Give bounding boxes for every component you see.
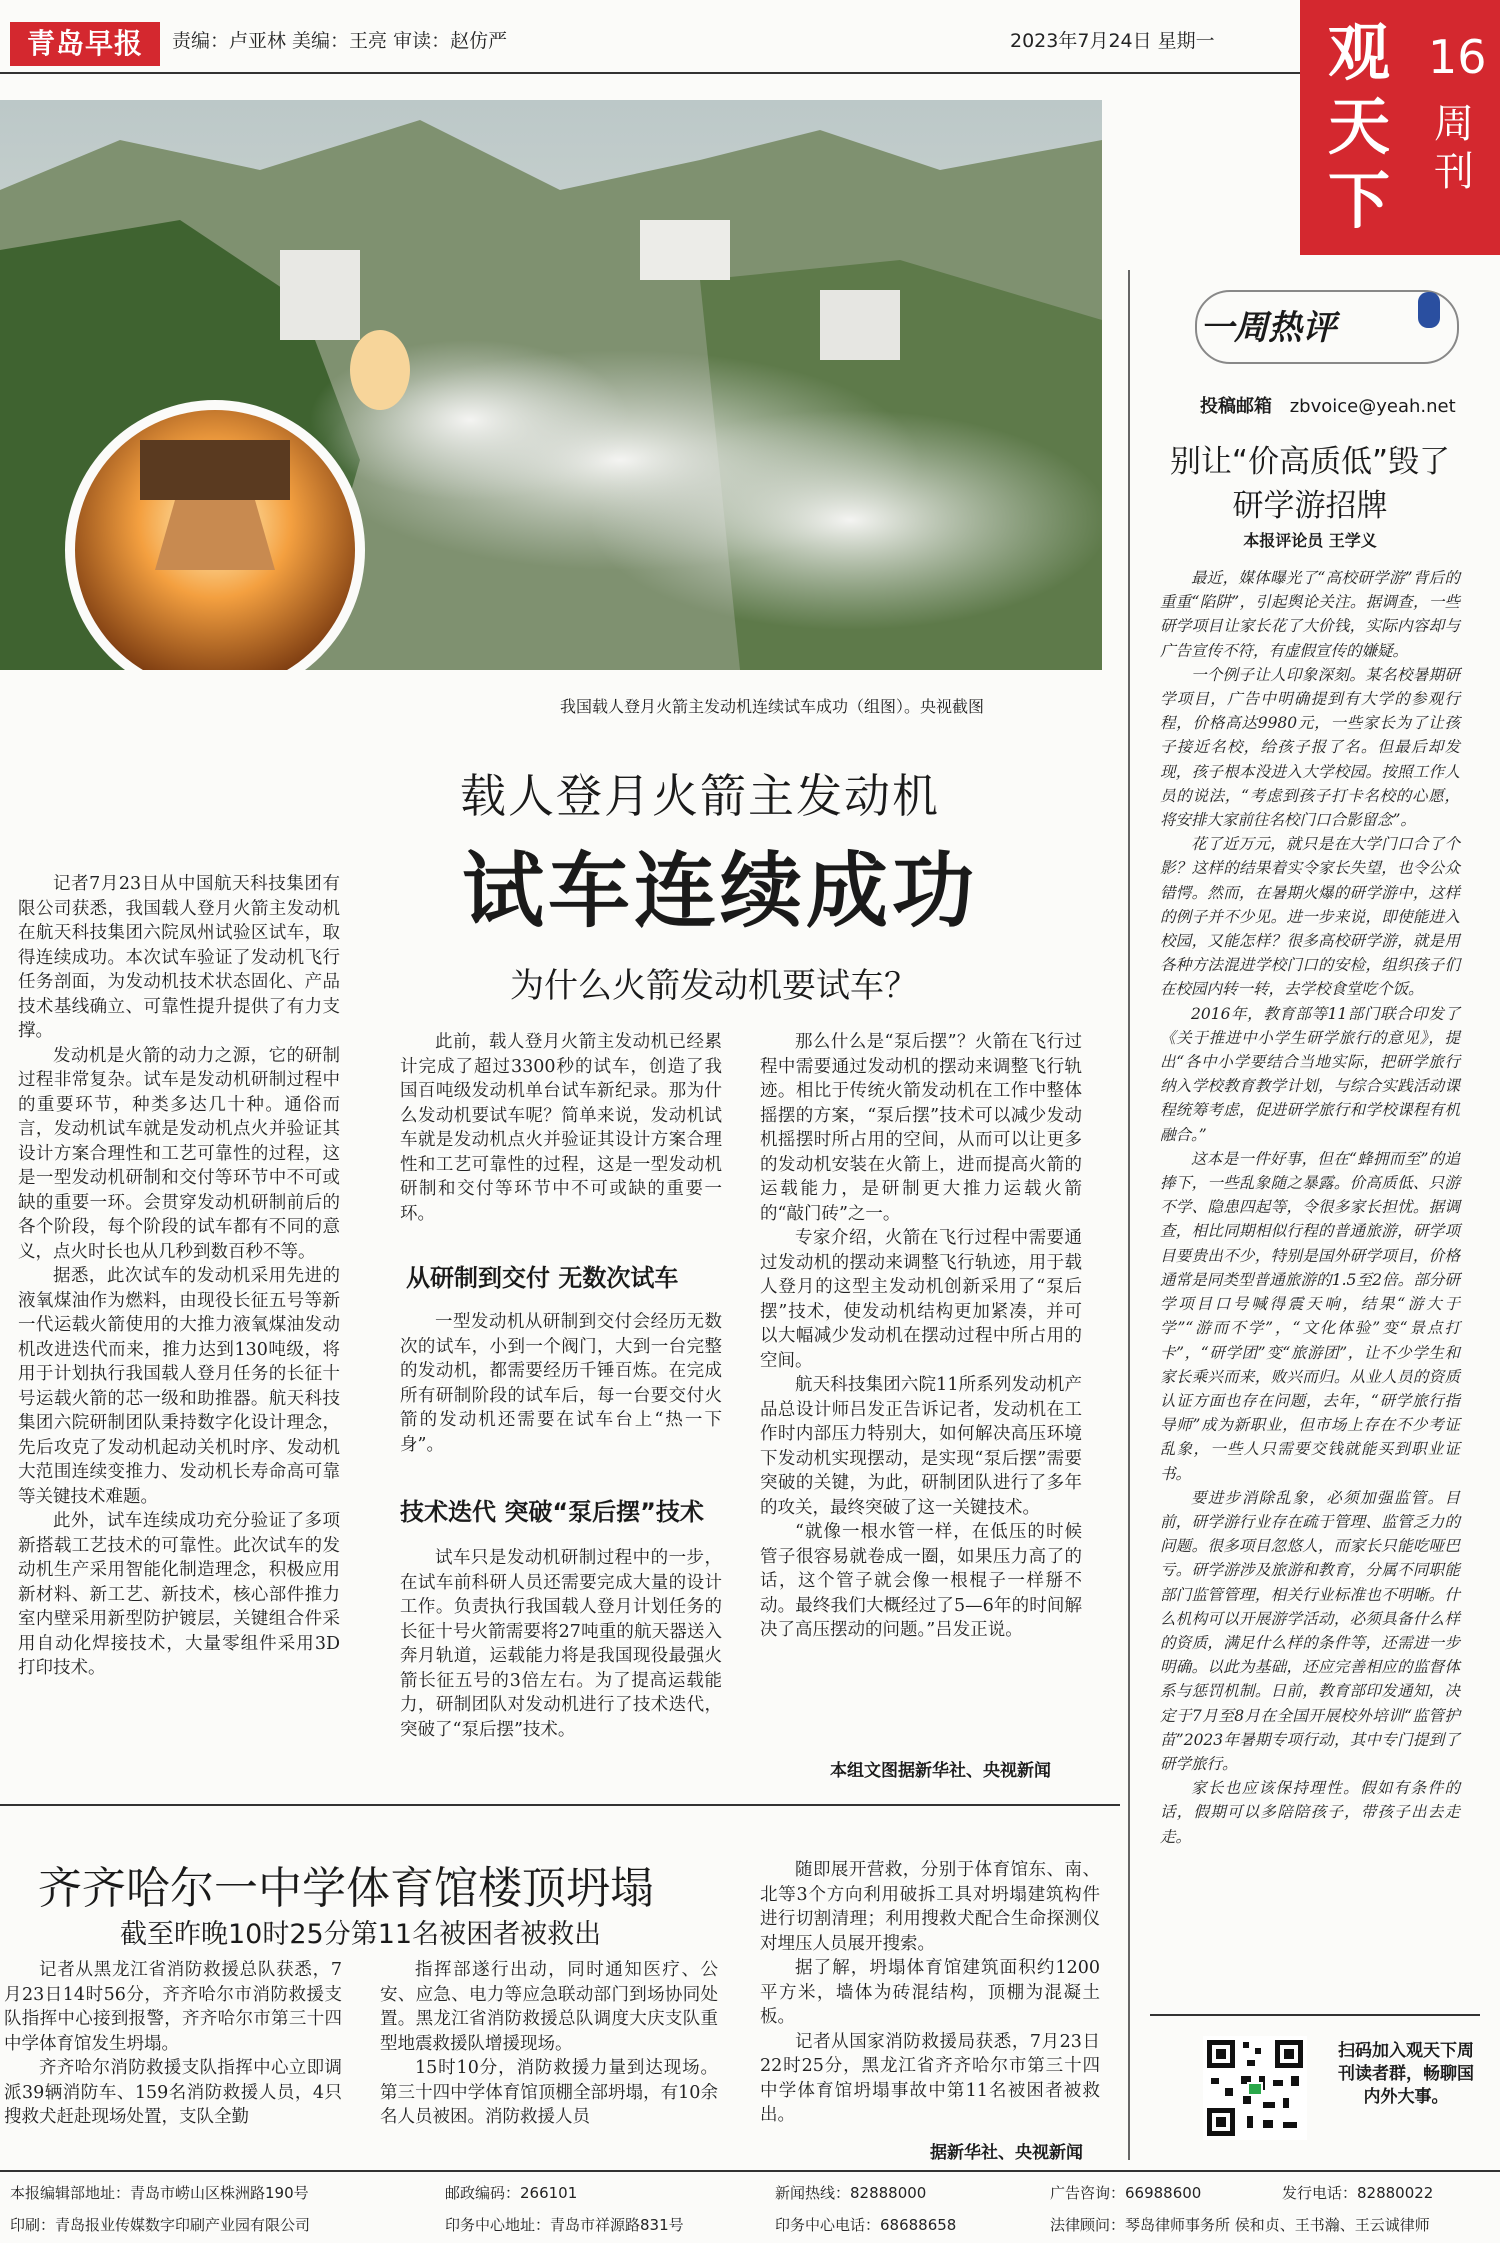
paragraph: 2016年，教育部等11部门联合印发了《关于推进中小学生研学旅行的意见》，提出“各中小学要结合当地实际，把研学旅行纳入学校教育教学计划，与综合实践活动课程统筹考虑，促进研学旅行和学校课程有机融合。” (1160, 1004, 1460, 1144)
main-col-1 (18, 872, 340, 1681)
opinion-body (1160, 566, 1460, 1849)
qr-code[interactable] (1203, 2036, 1307, 2140)
paragraph: 一型发动机从研制到交付会经历无数次的试车，小到一个阀门，大到一台完整的发动机，都需要经历千锤百炼。在完成所有研制阶段的试车后，每一台要交付火箭的发动机还需要在试车台上“热一下身”。 (400, 1312, 722, 1455)
section-title: 一周热评 (1200, 308, 1336, 348)
main-col-2-mid (400, 1310, 722, 1457)
subhead-2: 技术迭代 突破“泵后摆”技术 (400, 1498, 704, 1526)
bottom-subheadline: 截至昨晚10时25分第11名被困者被救出 (120, 1919, 602, 1950)
paragraph: 据悉，此次试车的发动机采用先进的液氧煤油作为燃料，由现役长征五号等新一代运载火箭使用的大推力液氧煤油发动机改进迭代而来，推力达到130吨级，将用于计划执行我国载人登月任务的长征十号运载火箭的芯一级和助推器。航天科技集团六院研制团队秉持数字化设计理念，先后攻克了发动机起动关机时序、发动机大范围连续变推力、发动机长寿命高可靠等关键技术难题。 (18, 1266, 340, 1507)
footer-legal: 法律顾问：琴岛律师事务所 侯和贞、王书瀚、王云诚律师 (1050, 2216, 1430, 2234)
newspaper-logo: 青岛早报 (10, 22, 160, 66)
opinion-author: 本报评论员 王学义 (1243, 531, 1377, 550)
opinion-title: 别让“价高质低”毁了研学游招牌 (1169, 444, 1451, 524)
paragraph: 专家介绍，火箭在飞行过程中需要通过发动机的摆动来调整飞行轨迹，用于载人登月的这型主发动机创新采用了“泵后摆”技术，使发动机结构更加紧凑，并可以大幅减少发动机在摆动过程中所占用的空间。 (760, 1228, 1082, 1371)
footer-distribution: 发行电话：82880022 (1282, 2184, 1434, 2202)
microphone-icon (1418, 292, 1440, 328)
paragraph: 这本是一件好事，但在“蜂拥而至”的追捧下，一些乱象随之暴露。价高质低、只游不学、隐患四起等，令很多家长担忧。据调查，相比同期相似行程的普通旅游，研学项目要贵出不少，特别是国外研学项目，价格通常是同类型普通旅游的1.5至2倍。部分研学项目口号喊得震天响，结果“游大于学”“游而不学”，“文化体验”变“景点打卡”，“研学团”变“旅游团”，让不少学生和家长乘兴而来，败兴而归。从业人员的资质认证方面也存在问题，去年，“研学旅行指导师”成为新职业，但市场上存在不少考证乱象，一些人只需要交钱就能买到职业证书。 (1160, 1149, 1460, 1483)
paragraph: 家长也应该保持理性。假如有条件的话，假期可以多陪陪孩子，带孩子出去走走。 (1160, 1779, 1460, 1846)
main-headline: 试车连续成功 (462, 844, 979, 939)
bottom-col-2 (380, 1958, 718, 2130)
bottom-headline: 齐齐哈尔一中学体育馆楼顶坍塌 (38, 1863, 654, 1914)
column-divider (1128, 270, 1130, 2160)
footer-rule (0, 2170, 1500, 2172)
paragraph: 15时10分，消防救援力量到达现场。第三十四中学体育馆顶棚全部坍塌，有10余名人员被困。消防救援人员 (380, 2058, 718, 2127)
header-rule (0, 72, 1300, 74)
paragraph: 此外，试车连续成功充分验证了多项新搭载工艺技术的可靠性。此次试车的发动机生产采用智能化制造理念，积极应用新材料、新工艺、新技术，核心部件推力室内壁采用新型防护镀层，关键组合件采用自动化焊接技术，大量零组件采用3D打印技术。 (18, 1511, 340, 1678)
footer-print-address: 印务中心地址：青岛市祥源路831号 (445, 2216, 684, 2234)
qr-divider (1150, 2014, 1480, 2016)
masthead-weekly: 周刊 (1434, 101, 1474, 195)
paragraph: 最近，媒体曝光了“高校研学游”背后的重重“陷阱”，引起舆论关注。据调查，一些研学项目让家长花了大价钱，实际内容却与广告宣传不符，有虚假宣传的嫌疑。 (1160, 569, 1460, 660)
main-credit: 本组文图据新华社、央视新闻 (830, 1761, 1051, 1781)
paragraph: 航天科技集团六院11所系列发动机产品总设计师吕发正告诉记者，发动机在工作时内部压力特别大，如何解决高压环境下发动机实现摆动，是实现“泵后摆”需要突破的关键，为此，研制团队进行了多年的攻关，最终突破了这一关键技术。 (760, 1375, 1082, 1518)
qr-caption: 扫码加入观天下周刊读者群，畅聊国内外大事。 (1338, 2041, 1474, 2107)
main-col-2-end (400, 1546, 722, 1742)
main-col-2-intro (400, 1030, 722, 1226)
main-subtitle: 为什么火箭发动机要试车？ (510, 966, 918, 1006)
paragraph: 记者从黑龙江省消防救援总队获悉，7月23日14时56分，齐齐哈尔市消防救援支队指挥中心接到报警，齐齐哈尔市第三十四中学体育馆发生坍塌。 (4, 1960, 342, 2054)
paragraph: 要进步消除乱象，必须加强监管。目前，研学游行业存在疏于管理、监管乏力的问题。很多项目忽悠人，而家长只能吃哑巴亏。研学游涉及旅游和教育，分属不同职能部门监管管理，相关行业标准也不明晰。什么机构可以开展游学活动，必须具备什么样的资质，满足什么样的条件等，还需进一步明确。以此为基础，还应完善相应的监督体系与惩罚机制。日前，教育部印发通知，决定于7月至8月在全国开展校外培训“监管护苗”2023年暑期专项行动，其中专门提到了研学旅行。 (1160, 1488, 1460, 1773)
footer-ads: 广告咨询：66988600 (1050, 2184, 1202, 2202)
paragraph: 花了近万元，就只是在大学门口合了个影？这样的结果着实令家长失望，也令公众错愕。然而，在暑期火爆的研学游中，这样的例子并不少见。进一步来说，即使能进入校园，又能怎样？很多高校研学游，就是用各种方法混进学校门口的安检，组织孩子们在校园内转一转，去学校食堂吃个饭。 (1160, 835, 1460, 999)
paragraph: 试车只是发动机研制过程中的一步，在试车前科研人员还需要完成大量的设计工作。负责执行我国载人登月计划任务的长征十号火箭需要将27吨重的航天器送入奔月轨道，运载能力将是我国现役最强火箭长征五号的3倍左右。为了提高运载能力，研制团队对发动机进行了技术迭代，突破了“泵后摆”技术。 (400, 1548, 722, 1740)
email-address: zbvoice@yeah.net (1289, 396, 1456, 417)
footer-address: 本报编辑部地址：青岛市崂山区株洲路190号 (10, 2184, 309, 2202)
footer-print-phone: 印务中心电话：68688658 (775, 2216, 957, 2234)
qr-code-icon (1203, 2036, 1307, 2140)
paragraph: 据了解，坍塌体育馆建筑面积约1200平方米，墙体为砖混结构，顶棚为混凝土板。 (760, 1958, 1100, 2027)
email-row (1200, 392, 1456, 418)
paragraph: 记者从国家消防救援局获悉，7月23日22时25分，黑龙江省齐齐哈尔市第三十四中学体育馆坍塌事故中第11名被困者被救出。 (760, 2031, 1100, 2125)
subhead-1: 从研制到交付 无数次试车 (406, 1264, 679, 1292)
photo-caption: 我国载人登月火箭主发动机连续试车成功（组图）。央视截图 (560, 697, 985, 716)
email-label: 投稿邮箱 (1200, 396, 1272, 417)
footer-hotline: 新闻热线：82888000 (775, 2184, 927, 2202)
bottom-col-3 (760, 1858, 1100, 2128)
issue-date: 2023年7月24日 星期一 (1010, 30, 1215, 52)
photo-illustration (0, 100, 1102, 670)
paragraph: 齐齐哈尔消防救援支队指挥中心立即调派39辆消防车、159名消防救援人员，4只搜救犬赶赴现场处置，支队全勤 (4, 2058, 342, 2127)
editor-credits: 责编：卢亚林 美编：王亮 审读：赵仿严 (172, 30, 508, 52)
bottom-col-1 (4, 1958, 342, 2130)
rocket-test-photo (0, 100, 1102, 670)
paragraph: 随即展开营救，分别于体育馆东、南、北等3个方向利用破拆工具对坍塌建筑构件进行切割清理；利用搜救犬配合生命探测仪对埋压人员展开搜索。 (760, 1860, 1100, 1954)
paragraph: “就像一根水管一样，在低压的时候管子很容易就卷成一圈，如果压力高了的话，这个管子就会像一根棍子一样掰不动。最终我们大概经过了5—6年的时间解决了高压摆动的问题。”吕发正说。 (760, 1522, 1082, 1640)
page-number: 16 (1428, 30, 1487, 84)
paragraph: 此前，载人登月火箭主发动机已经累计完成了超过3300秒的试车，创造了我国百吨级发动机单台试车新纪录。那为什么发动机要试车呢？简单来说，发动机试车就是发动机点火并验证其设计方案合理性和工艺可靠性的过程，这是一型发动机研制和交付等环节中不可或缺的重要一环。 (400, 1032, 722, 1224)
paragraph: 一个例子让人印象深刻。某名校暑期研学项目，广告中明确提到有大学的参观行程，价格高达9980元，一些家长为了让孩子接近名校，给孩子报了名。但最后却发现，孩子根本没进入大学校园。按照工作人员的说法，“考虑到孩子打卡名校的心愿，将安排大家前往名校门口合影留念”。 (1160, 665, 1460, 830)
main-col-3 (760, 1030, 1082, 1643)
paragraph: 指挥部遂行出动，同时通知医疗、公安、应急、电力等应急联动部门到场协同处置。黑龙江省消防救援总队调度大庆支队重型地震救援队增援现场。 (380, 1960, 718, 2054)
masthead-name: 观天下 (1328, 16, 1391, 237)
bottom-credit: 据新华社、央视新闻 (930, 2143, 1083, 2163)
footer-postcode: 邮政编码：266101 (445, 2184, 578, 2202)
footer-printer: 印刷：青岛报业传媒数字印刷产业园有限公司 (10, 2216, 311, 2234)
masthead (1300, 0, 1500, 255)
main-kicker: 载人登月火箭主发动机 (460, 769, 940, 823)
paragraph: 发动机是火箭的动力之源，它的研制过程非常复杂。试车是发动机研制过程中的重要环节，种类多达几十种。通俗而言，发动机试车就是发动机点火并验证其设计方案合理性和工艺可靠性的过程，这是一型发动机研制和交付等环节中不可或缺的重要一环。会贯穿发动机研制前后的各个阶段，每个阶段的试车都有不同的意义，点火时长也从几秒到数百秒不等。 (18, 1045, 340, 1262)
paragraph: 记者7月23日从中国航天科技集团有限公司获悉，我国载人登月火箭主发动机在航天科技集团六院凤州试验区试车，取得连续成功。本次试车验证了发动机飞行任务剖面，为发动机技术状态固化、产品技术基线确立、可靠性提升提供了有力支撑。 (18, 874, 340, 1041)
paragraph: 那么什么是“泵后摆”？火箭在飞行过程中需要通过发动机的摆动来调整飞行轨迹。相比于传统火箭发动机在工作中整体摇摆的方案，“泵后摆”技术可以减少发动机摇摆时所占用的空间，从而可以让更多的发动机安装在火箭上，进而提高火箭的运载能力，是研制更大推力运载火箭的“敲门砖”之一。 (760, 1032, 1082, 1224)
story-divider (0, 1804, 1120, 1806)
